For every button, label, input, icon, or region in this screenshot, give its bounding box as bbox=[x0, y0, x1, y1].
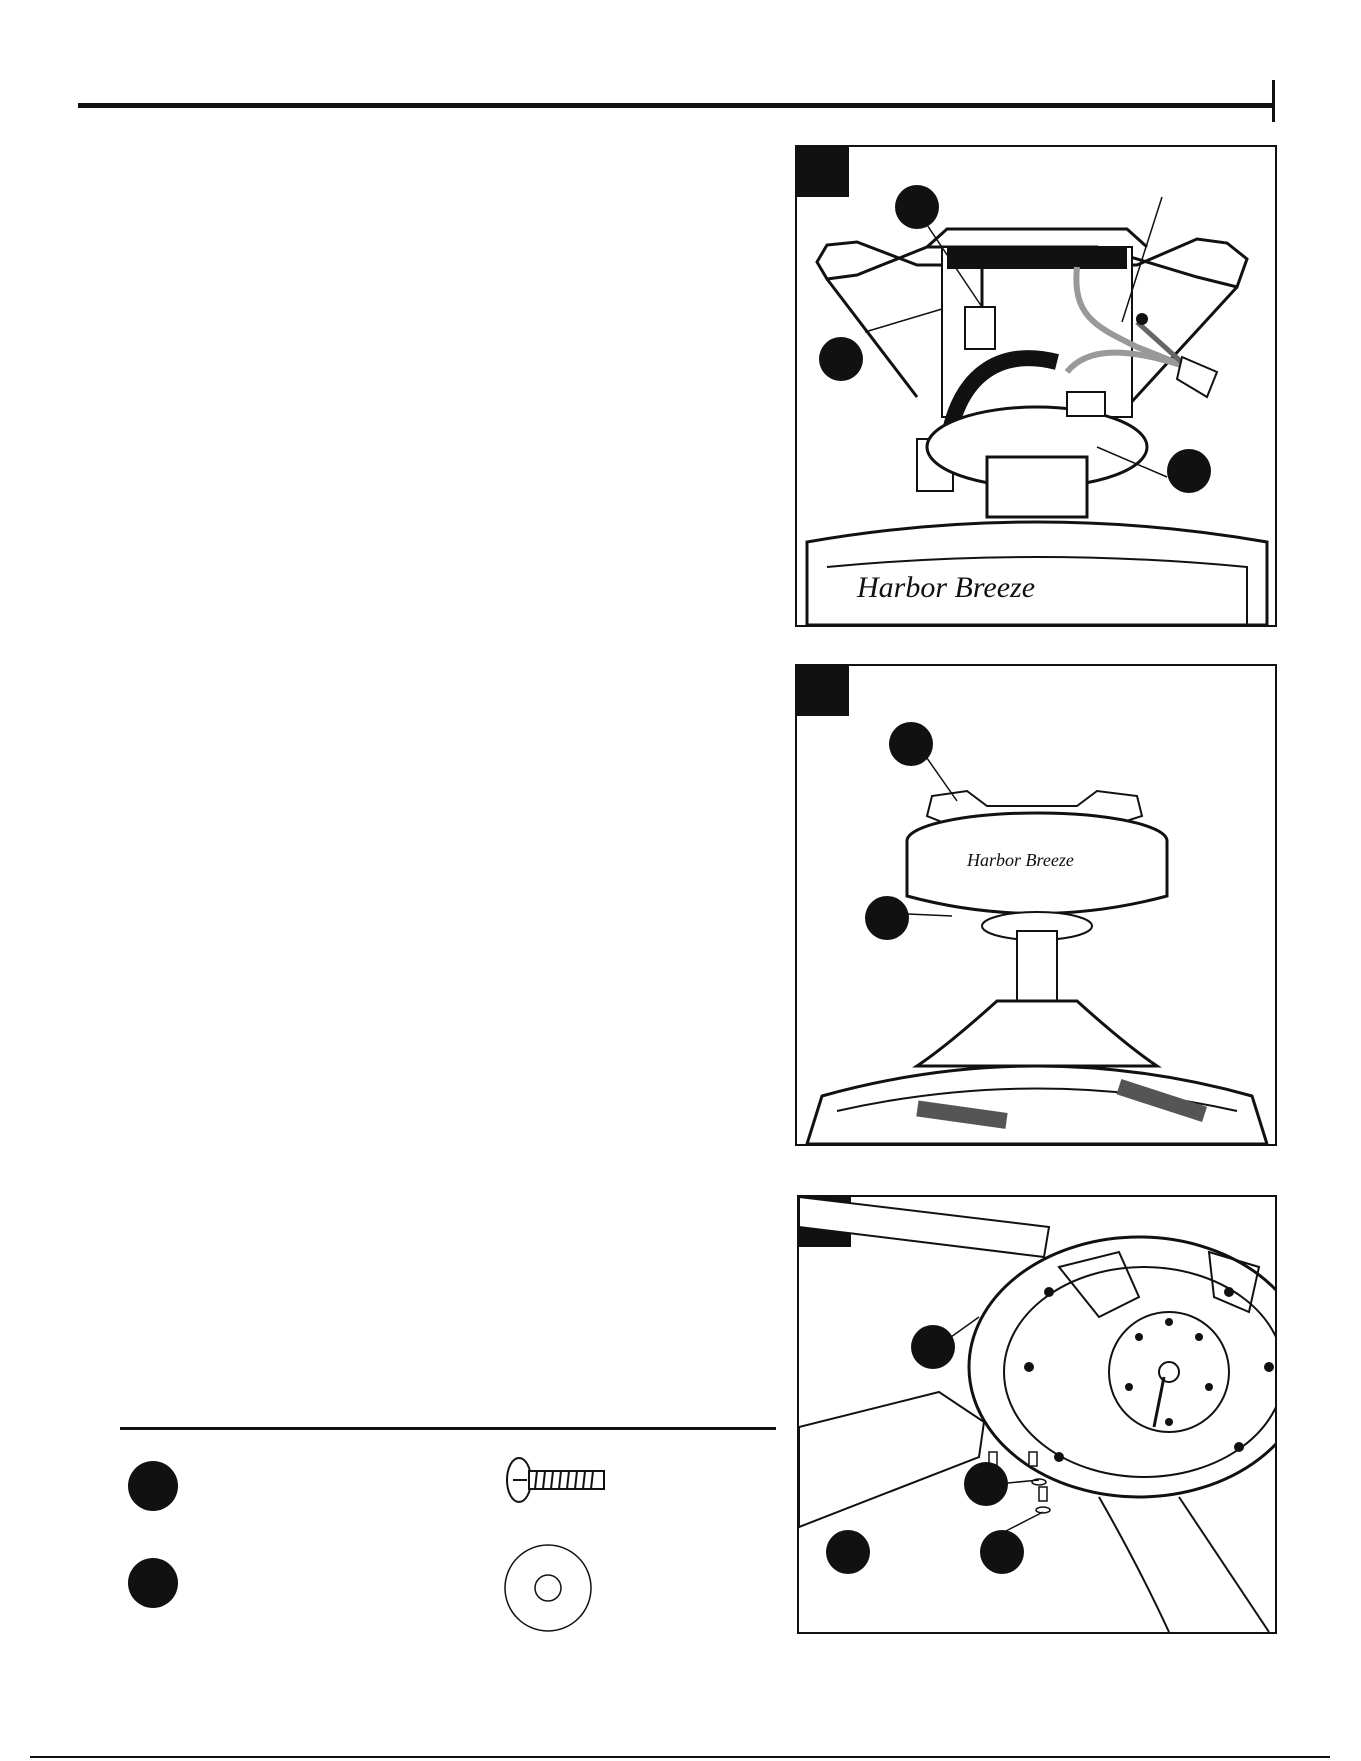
motor-housing-wiring-illustration bbox=[797, 147, 1275, 625]
canopy-brand-logo: Harbor Breeze bbox=[857, 571, 1036, 604]
footer-rule bbox=[30, 1756, 1330, 1758]
callout-bubble bbox=[826, 1530, 870, 1574]
callout-bubble bbox=[895, 185, 939, 229]
canopy-brand-logo: Harbor Breeze bbox=[967, 850, 1074, 870]
screw-icon bbox=[505, 1455, 610, 1505]
header-rule bbox=[78, 103, 1273, 108]
parts-list-rule bbox=[120, 1427, 776, 1430]
callout-bubble bbox=[819, 337, 863, 381]
step-figure-1 bbox=[795, 145, 1277, 627]
part-letter-bubble bbox=[128, 1558, 178, 1608]
blade-attachment-illustration bbox=[799, 1197, 1275, 1632]
washer-icon bbox=[503, 1543, 593, 1633]
part-letter-bubble bbox=[128, 1461, 178, 1511]
step-figure-3 bbox=[797, 1195, 1277, 1634]
callout-bubble bbox=[889, 722, 933, 766]
callout-bubble bbox=[911, 1325, 955, 1369]
callout-bubble bbox=[865, 896, 909, 940]
callout-bubble bbox=[1167, 449, 1211, 493]
callout-bubble bbox=[980, 1530, 1024, 1574]
step-figure-2 bbox=[795, 664, 1277, 1146]
header-rule-tick bbox=[1272, 80, 1275, 122]
callout-bubble bbox=[964, 1462, 1008, 1506]
